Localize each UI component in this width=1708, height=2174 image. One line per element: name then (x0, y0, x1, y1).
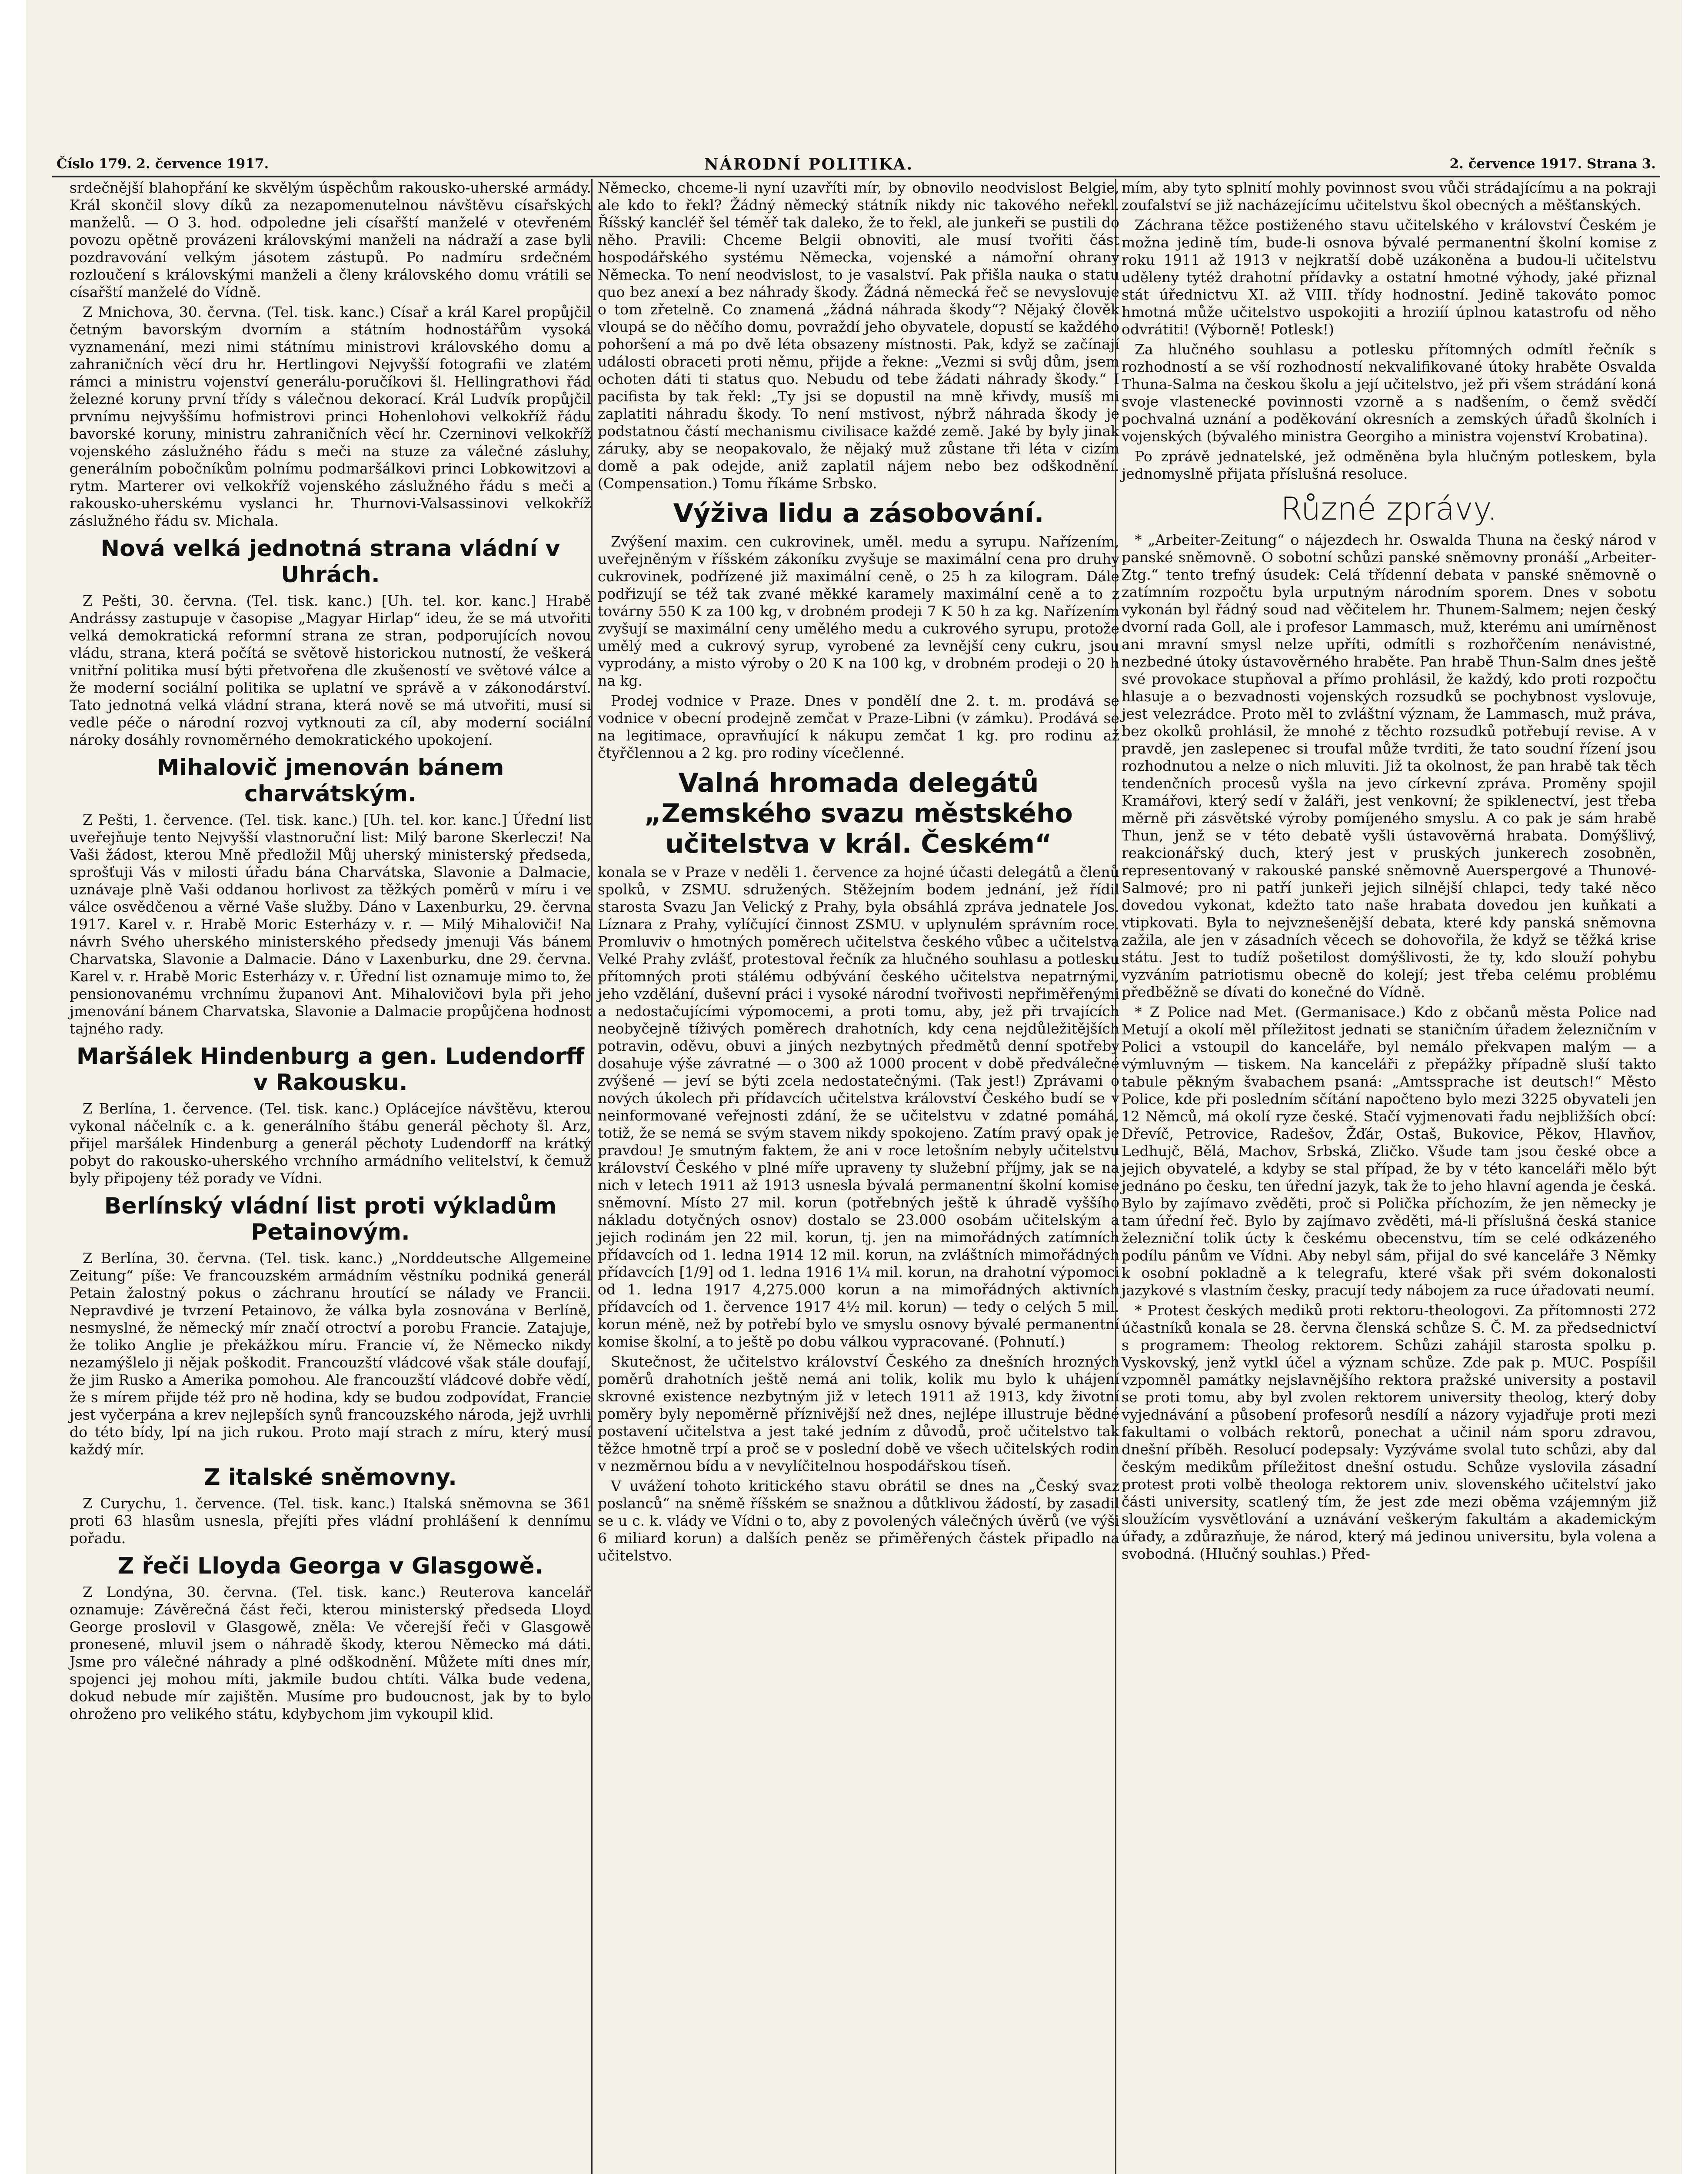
article-paragraph: Skutečnost, že učitelstvo království Českého za dnešních hrozných poměrů drahotních ještě nemá ani tolik, kolik mu bylo k uhájení skrovné existence nezbytným již v letech 1911 až 1913, kdy životní poměry byly nepoměrně příznivější než dnes, nejlépe illustruje bědné postavení učitelstva a jest také jedním z důvodů, proč učitelstvo tak těžce hmotně trpí a proč se v poslední době ve všech učitelských rodin v nezměrnou bídu a v nevylíčitelnou hospodářskou tíseň. (598, 1353, 1119, 1474)
column-2 (598, 179, 1119, 1567)
article-paragraph: Z Berlína, 30. června. (Tel. tisk. kanc.) „Norddeutsche Allgemeine Zeitung“ píše: Ve francouzském armádním věstníku podniká generál Petain žalostný pokus o záchranu hroutící se nálady ve Francii. Nepravdivé je tvrzení Petainovo, že válka byla zosnována v Berlíně, nesmyslné, že německý mír značí otroctví a porobu Francie. Zatajuje, že toliko Anglie je překážkou míru. Francie ví, že Německo nikdy nezamýšlelo ji nějak poškodit. Francouzští vládcové však stále doufají, že jim Rusko a Amerika pomohou. Ale francouzští vládcové dobře vědí, že s mírem přijde též pro ně hodina, kdy se budou zodpovídat, Francie jest vyčerpána a krev nejlepších synů francouzského národa, jejž uvrhli do této bídy, lpí na jich rukou. Proto mají strach z míru, který musí každý mír. (70, 1250, 591, 1458)
article-paragraph: Německo, chceme-li nyní uzavříti mír, by obnovilo neodvislost Belgie, ale kdo to řekl? Žádný německý státník nikdy nic takového neřekl. Říšský kancléř šel téměř tak daleko, že to řekl, ale junkeři se pustili do něho. Pravili: Chceme Belgii obnoviti, ale musí tvořiti část hospodářského systému Německa, vojenské a námořní ohrany Německa. To není neodvislost, to je vasalství. Pak přišla nauka o statu quo bez anexí a bez náhrady škody. Žádná německá řeč se nevyslovuje o tom zřetelně. Co znamená „žádná náhrada škody“? Nějaký člověk vloupá se do něčího domu, povraždí jeho obyvatele, dopustí se každého pohoršení a má po dvě léta obsazeny místnosti. Pak, když se začínají události obraceti proti němu, přijde a řekne: „Vezmi si svůj dům, jsem ochoten dáti ti status quo. Nebudu od tebe žádati náhrady škody.“ I pacifista by tak řekl: „Ty jsi se dopustil na mně křivdy, musíš mi zaplatiti náhradu škody. To není mstivost, nýbrž náhrada škody je podstatnou částí mechanismu civilisace každé země. Jaké by byly jinak záruky, aby se neopakovalo, že nějaký muž zůstane tři léta v cizím domě a pak odejde, aniž zaplatil nájem nebo bez odškodnění. (Compensation.) Tomu říkáme Srbsko. (598, 179, 1119, 492)
headline-teachers-assembly: Valná hromada delegátů „Zemského svazu městského učitelstva v král. Českém“ (644, 768, 1073, 859)
column-divider (591, 179, 593, 2174)
article-paragraph: konala se v Praze v neděli 1. července za hojné účasti delegátů a členů spolků, v ZSMU. sdružených. Stěžejním bodem jednání, jež řídil starosta Svazu Jan Velický z Prahy, byla obsáhlá zpráva jednatele Jos. Líznara z Prahy, vylíčující činnost ZSMU. v uplynulém správním roce. Promluviv o hmotných poměrech učitelstva českého vůbec a učitelstva Velké Prahy zvlášť, protestoval řečník za hlučného souhlasu a potlesku přítomných proti stálému odbývání českého učitelstva nepatrnými, jeho vzdělání, duševní práci i vysoké národní tvořivosti nepřiměřenými a nedostačujícími výpomocemi, a proti tomu, aby, jež při trvajících neobyčejně tíživých poměrech drahotních, kdy cena nejdůležitějších potravin, oděvu, obuvi a jiných nezbytných předmětů denní spotřeby dosahuje výše závratné — o 300 až 1000 procent v době předválečné zvýšené — jeví se býti zcela nedostatečnými. (Tak jest!) Zprávami o nových úkolech při přídavcích učitelstva království Českého budí se v neinformované veřejnosti zdání, že se učitelstvu v zdatné pomáhá, totiž, že se nemá se svým stavem nikdy spokojeno. Zatím pravý opak je pravdou! Je smutným faktem, že ani v roce letošním nebyly učitelstvu království Českého v plné míře upraveny ty služební příjmy, jak se na nich v letech 1911 až 1913 usnesla bývalá permanentní školní komise sněmovní. Místo 27 mil. korun (potřebných ještě k úhradě vyššího nákladu dotyčných osnov) dostalo se 23.000 osobám učitelským a jejich rodinám jen 22 mil. korun, tj. jen na mimořádných zatímních přídavcích od 1. ledna 1914 12 mil. korun, na zvláštních mimořádných přídavcích [1/9] od 1. ledna 1916 1¼ mil. korun, na drahotní výpomoci od 1. ledna 1917 4,275.000 korun a na mimořádných aktivních přídavcích od 1. července 1917 4½ mil. korun) — tedy o celých 5 mil. korun méně, než by potřebí bylo ve smyslu osnovy bývalé permanentní komise školní, a to ještě po dobu válkou vypracované. (Pohnutí.) (598, 864, 1119, 1350)
article-paragraph: Z Pešti, 30. června. (Tel. tisk. kanc.) [Uh. tel. kor. kanc.] Hrabě Andrássy zastupuje v časopise „Magyar Hirlap“ ideu, že se má utvořiti velká demokratická reformní strana ze stran, podporujících novou vládu, strana, která počítá se světově historickou nutností, že veškerá vnitřní politika musí býti přetvořena dle zkušeností ve světové válce a že moderní sociální politika se uplatní ve správě a v zákonodárství. Tato jednotná velká vládní strana, která nově se má utvořiti, musí si vedle péče o národní rozvoj vytknouti za cíl, aby moderní sociální nároky dosáhly rovnoměrného demokratického upokojení. (70, 592, 591, 748)
article-paragraph: Z Londýna, 30. června. (Tel. tisk. kanc.) Reuterova kancelář oznamuje: Závěrečná část řeči, kterou ministerský předseda Lloyd George proslovil v Glasgowě, zněla: Ve včerejší řeči v Glasgowě pronesené, mluvil jsem o náhradě škody, kterou Německo má dáti. Jsme pro válečné náhrady a plné odškodnění. Můžete míti dnes mír, spojenci jej mohou míti, jakmile budou chtíti. Válka bude vedena, dokud nebude mír zajištěn. Musíme pro budoucnost, jak by to bylo ohroženo pro velikého státu, kdybychom jim vykoupil klid. (70, 1584, 591, 1722)
headline-new-party: Nová velká jednotná strana vládní v Uhrách. (100, 536, 560, 588)
newspaper-page (26, 0, 1682, 2174)
article-paragraph: * „Arbeiter-Zeitung“ o nájezdech hr. Oswalda Thuna na český národ v panské sněmovně. O sobotní schůzi panské sněmovny pronáší „Arbeiter-Ztg.“ tento trefný úsudek: Celá třídenní debata v panské sněmovně o zatímním rozpočtu byla urputným národním sporem. Dnes v sobotu vykonán byl řádný soud nad věčitelem hr. Thunem-Salmem; nejen český dvorní rada Goll, ale i profesor Lammasch, muž, kterému ani umírněnost ani mravní smysl nelze upříti, odmítli s rozhořčením nenávistné, nezbedné útoky ústavověrného hraběte. Pan hrabě Thun-Salm dnes ještě své provokace stupňoval a přímo prohlásil, že každý, kdo proti rozpočtu hlasuje a o bezvadnosti vojenských rozsudků se pochybnost vyslovuje, jest velezrádce. Proto měl to zvláštní význam, že Lammasch, muž práva, bez okolků prohlásil, že mnohé z těchto rozsudků potřebují revise. A v pravdě, jen zaslepenec si troufal může tvrditi, že tato soudní řízení jsou rozhodnutou a nelze o nich mluviti. Již ta okolnost, že pan hrabě tak těch tendenčních procesů vyšla na jevo církevní zpráva. Proměny spojil Kramářovi, který sedí v žaláři, jest venkovní; že spiklenectví, jest třeba měrně při zásvětské výroby pomíjeného smyslu. A co pak je sám hrabě Thun, jenž se v této debatě vyšli ústavověrná hrabata. Domýšlivý, reakcionářský duch, který jest v pruských junkerech zosobněn, representovaný v rakouské panské sněmovně Auerspergové a Thunové-Salmové; pro ni patří junkeři jejich silnější chlapci, tedy také něco dovedou vykonat, kdežto tato naše hrabata dovedou jen kuňkati a vtipkovati. Byla to nejvznešenější debata, které kdy panská sněmovna zažila, ale jen v zásadních věcech se dohovořila, že když se těžká krise státu. Jest to tudíž pošetilost domýšlivosti, že ty, kdo slouží pohybu vyzváním patriotismu obecně do kolejí; jest třeba celému problému předběžně se dívati do konečné do Vídně. (1122, 531, 1656, 1000)
article-paragraph: Zvýšení maxim. cen cukrovinek, uměl. medu a syrupu. Nařízením, uveřejněným v říšském zákoníku zvyšuje se maximální cena pro druhy cukrovinek, podřízené již maximální ceně, o 25 h za kilogram. Dále podřizují se též tak zvané měkké karamely maximální ceně a to z továrny 550 K za 100 kg, v drobném prodeji 7 K 50 h za kg. Nařízením zvyšují se maximální ceny umělého medu a cukrového syrupu, protože umělý med a cukrový syrup, vyrobené za levnější ceny cukru, jsou vyprodány, a misto výroby o 20 K na 100 kg, v drobném prodeji o 20 h na kg. (598, 533, 1119, 689)
article-paragraph: Po zprávě jednatelské, jež odměněna byla hlučným potleskem, byla jednomyslně přijata příslušná resoluce. (1122, 448, 1656, 482)
article-paragraph: Za hlučného souhlasu a potlesku přítomných odmítl řečník s rozhodností a se vší rozhodností nekvalifikované útoky hraběte Osvalda Thuna-Salma na českou školu a její učitelstvo, jež při všem strádání koná svoje vlastenecké povinnosti vzorně a s nadšením, o čemž svědčí pochvalná uznání a poděkování okresních a zemských úřadů školních i vojenských (bývalého ministra Georgiho a ministra vojenství Krobatina). (1122, 341, 1656, 445)
headline-hindenburg: Maršálek Hindenburg a gen. Ludendorff v Rakousku. (76, 1044, 585, 1096)
headline-berlin-petain: Berlínský vládní list proti výkladům Petainovým. (104, 1193, 557, 1245)
article-paragraph: Z Curychu, 1. července. (Tel. tisk. kanc.) Italská sněmovna se 361 proti 63 hlasům usnesla, přejíti přes vládní prohlášení k dennímu pořadu. (70, 1495, 591, 1547)
headline-lloyd-george: Z řeči Lloyda Georga v Glasgowě. (117, 1553, 543, 1579)
article-paragraph: V uvážení tohoto kritického stavu obrátil se dnes na „Český svaz poslanců“ na sněmě říšském se snažnou a důtklivou žádostí, by zasadil se u c. k. vlády ve Vídni o to, aby z povolených válečných úvěrů (ve výši 6 miliard korun) a dalších peněz se přiměřených částek připadlo na učitelstvo. (598, 1477, 1119, 1564)
article-paragraph: srdečnější blahopřání ke skvělým úspěchům rakousko-uherské armády. Král skončil slovy díků za nezapomenutelnou návštěvu císařských manželů. — O 3. hod. odpoledne jeli císařští manželé v otevřeném povozu opětně provázeni královskými manželi na nádraží a zase byli pozdravování velkým jásotem zástupů. Po nadmíru srdečném rozloučení s královskými manželi a členy královského domu vrátili se císařští manželé do Vídně. (70, 179, 591, 300)
article-paragraph: * Protest českých mediků proti rektoru-theologovi. Za přítomnosti 272 účastníků konala se 28. června členská schůze S. Č. M. za předsednictví s programem: Theolog rektorem. Schůzi zahájil starosta spolku p. Vyskovský, jenž vytkl účel a význam schůze. Zde pak p. MUC. Pospíšil vzpomněl památky nejslavnějšího rektora pražské university a postavil se proti tomu, aby byl zvolen rektorem university theolog, který doby vyjednávání a působení profesorů nesdílí a názory vyjadřuje proti mezi fakultami o volbách rektorů, ponechat a učinil nám sporu zdravou, dnešní příběh. Resolucí podepsaly: Vyzýváme svolal tuto schůzi, aby dal českým medikům příležitost dnešní ostudu. Schůze vyslovila zásadní protest proti volbě theologa rektorem univ. slovenského učitelství jako části university, scatlený tím, že jest zde mezi oběma vzájemným již sloužícím vysvětlování a uznávání veškerým fakultám a akademickým úřady, a zdůrazňuje, že národ, který má jedinou universitu, byla volena a svobodná. (Hlučný souhlas.) Před- (1122, 1302, 1656, 1562)
article-paragraph: Záchrana těžce postiženého stavu učitelského v království Českém je možna jedině tím, bude-li osnova bývalé permanentní školní komise z roku 1911 až 1913 v nejkratší době uzákoněna a budou-li učitelstvu uděleny tytéž drahotní přídavky a ostatní hmotné výhody, jaké přiznal stát úřednictvu XI. až VIII. třídy hodnostní. Jedině takováto pomoc hmotná může učitelstvo uspokojiti a hroziíí úplnou katastrofu od něho odvrátiti! (Výborně! Potlesk!) (1122, 217, 1656, 338)
section-title-various-news: Různé zprávy. (1280, 490, 1498, 527)
header-issue-date: Číslo 179. 2. července 1917. (57, 156, 269, 172)
article-paragraph: Z Pešti, 1. července. (Tel. tisk. kanc.) [Uh. tel. kor. kanc.] Úřední list uveřejňuje tento Nejvyšší vlastnoruční list: Milý barone Skerleczi! Na Vaši žádost, kterou Mně předložil Můj uherský ministerský předseda, sprošťuji Vás v milosti úřadu bána Charvátska, Slavonie a Dalmacie, uznávaje plně Vaši oddanou horlivost za těžkých poměrů v míru i ve válce osvědčenou a věrné Vaše služby. Dáno v Laxenburku, 29. června 1917. Karel v. r. Hrabě Moric Esterházy v. r. — Milý Mihaloviči! Na návrh Svého uherského ministerského předsedy jmenuji Vás bánem Charvatska, Slavonie a Dalmacie. Dáno v Laxenburku, dne 29. června. Karel v. r. Hrabě Moric Esterházy v. r. Úřední list oznamuje mimo to, že pensionovanému vrchnímu županovi Ant. Mihalovičovi byla při jeho jmenování bánem Charvatska, Slavonie a Dalmacie propůjčena hodnost tajného rady. (70, 811, 591, 1037)
page-header (26, 154, 1682, 176)
header-page-number: 2. července 1917. Strana 3. (1449, 156, 1656, 172)
header-rule (52, 176, 1660, 177)
article-paragraph: * Z Police nad Met. (Germanisace.) Kdo z občanů města Police nad Metují a okolí měl příležitost jednati se staničním úřadem železničním v Polici a vstoupil do kanceláře, byl nemálo překvapen malým — a výmluvným — tiskem. Na kanceláři z přepážky případně sluší takto tabule pěkným švabachem psaná: „Amtssprache ist deutsch!“ Město Police, kde při posledním sčítání napočteno bylo mezi 3225 obyvateli jen 12 Němců, má okolí ryze české. Stačí vyjmenovati řadu nejbližších obcí: Dřevíč, Petrovice, Radešov, Žďár, Ostaš, Bukovice, Pěkov, Hlavňov, Ledhujč, Bělá, Machov, Srbská, Zličko. Všude tam jsou české obce a jejich obyvatelé, a kdyby se stal případ, že by v této kanceláři mělo být jednáno po česku, ten úřední jazyk, tak že to jeho hlavní agenda je česká. Bylo by zajímavo zvěděti, proč si Polička příchozím, že jen německy je tam úřední řeč. Bylo by zajímavo zvěděti, má-li příslušná česká stanice železniční tolik úcty k českému obecenstvu, tím se celé odkázeného podílu pánům ve Vídni. Aby nebyl sám, přijal do své kanceláře 3 Němky k osobní pokladně a k telegrafu, které však při svém dokonalosti jazykové s vlastním česky, pracují tedy nábojem za ruce úřadovati neumí. (1122, 1004, 1656, 1299)
article-paragraph: Prodej vodnice v Praze. Dnes v pondělí dne 2. t. m. prodává se vodnice v obecní prodejně zemčat v Praze-Libni (v zámku). Prodává se na legitimace, opravňující k nákupu zemčat 1 kg. pro rodinu až čtyřčlennou a 2 kg. pro rodiny vícečlenné. (598, 692, 1119, 761)
headline-italian-chamber: Z italské sněmovny. (204, 1464, 457, 1490)
header-masthead: NÁRODNÍ POLITIKA. (704, 155, 914, 173)
article-paragraph: mím, aby tyto splnití mohly povinnost svou vůči strádajícímu a na pokraji zoufalství se již nacházejícímu učitelstvu škol obecných a měšťanských. (1122, 179, 1656, 213)
headline-mihalovic: Mihalovič jmenován bánem charvátským. (156, 755, 504, 807)
column-1 (70, 179, 591, 1725)
headline-food-supply: Výživa lidu a zásobování. (673, 498, 1044, 529)
column-3 (1122, 179, 1656, 1565)
article-paragraph: Z Mnichova, 30. června. (Tel. tisk. kanc.) Císař a král Karel propůjčil četným bavorským dvorním a státním hodnostářům vysoká vyznamenání, mezi nimi státnímu ministrovi královského domu a zahraničních věcí dru hr. Hertlingovi Nejvyšší fotografii ve zlatém rámci a ministru vojenství generálu-poručíkovi šl. Hellingrathovi řád železné koruny první třídy s válečnou dekorací. Král Ludvík propůjčil prvnímu nejvyššímu hofmistrovi princi Hohenlohovi velkokříž řádu bavorské koruny, ministru zahraničních věcí hr. Czerninovi velkokříž vojenského záslužného řádu s meči na stuze za válečné zásluhy, generálním pobočníkům polnímu podmaršálkovi princi Lobkowitzovi a rytm. Marterer ovi velkokříž vojenského záslužného řádu s meči a rakousko-uherskému vyslanci hr. Thurnovi-Valsassinovi velkokříž záslužného řádu sv. Michala. (70, 303, 591, 529)
article-paragraph: Z Berlína, 1. července. (Tel. tisk. kanc.) Oplácejíce návštěvu, kterou vykonal náčelník c. a k. generálního štábu generál pěchoty šl. Arz, přijel maršálek Hindenburg a generál pěchoty Ludendorff na krátký pobyt do rakousko-uherského vrchního armádního velitelství, k čemuž byly připojeny též porady ve Vídni. (70, 1100, 591, 1187)
